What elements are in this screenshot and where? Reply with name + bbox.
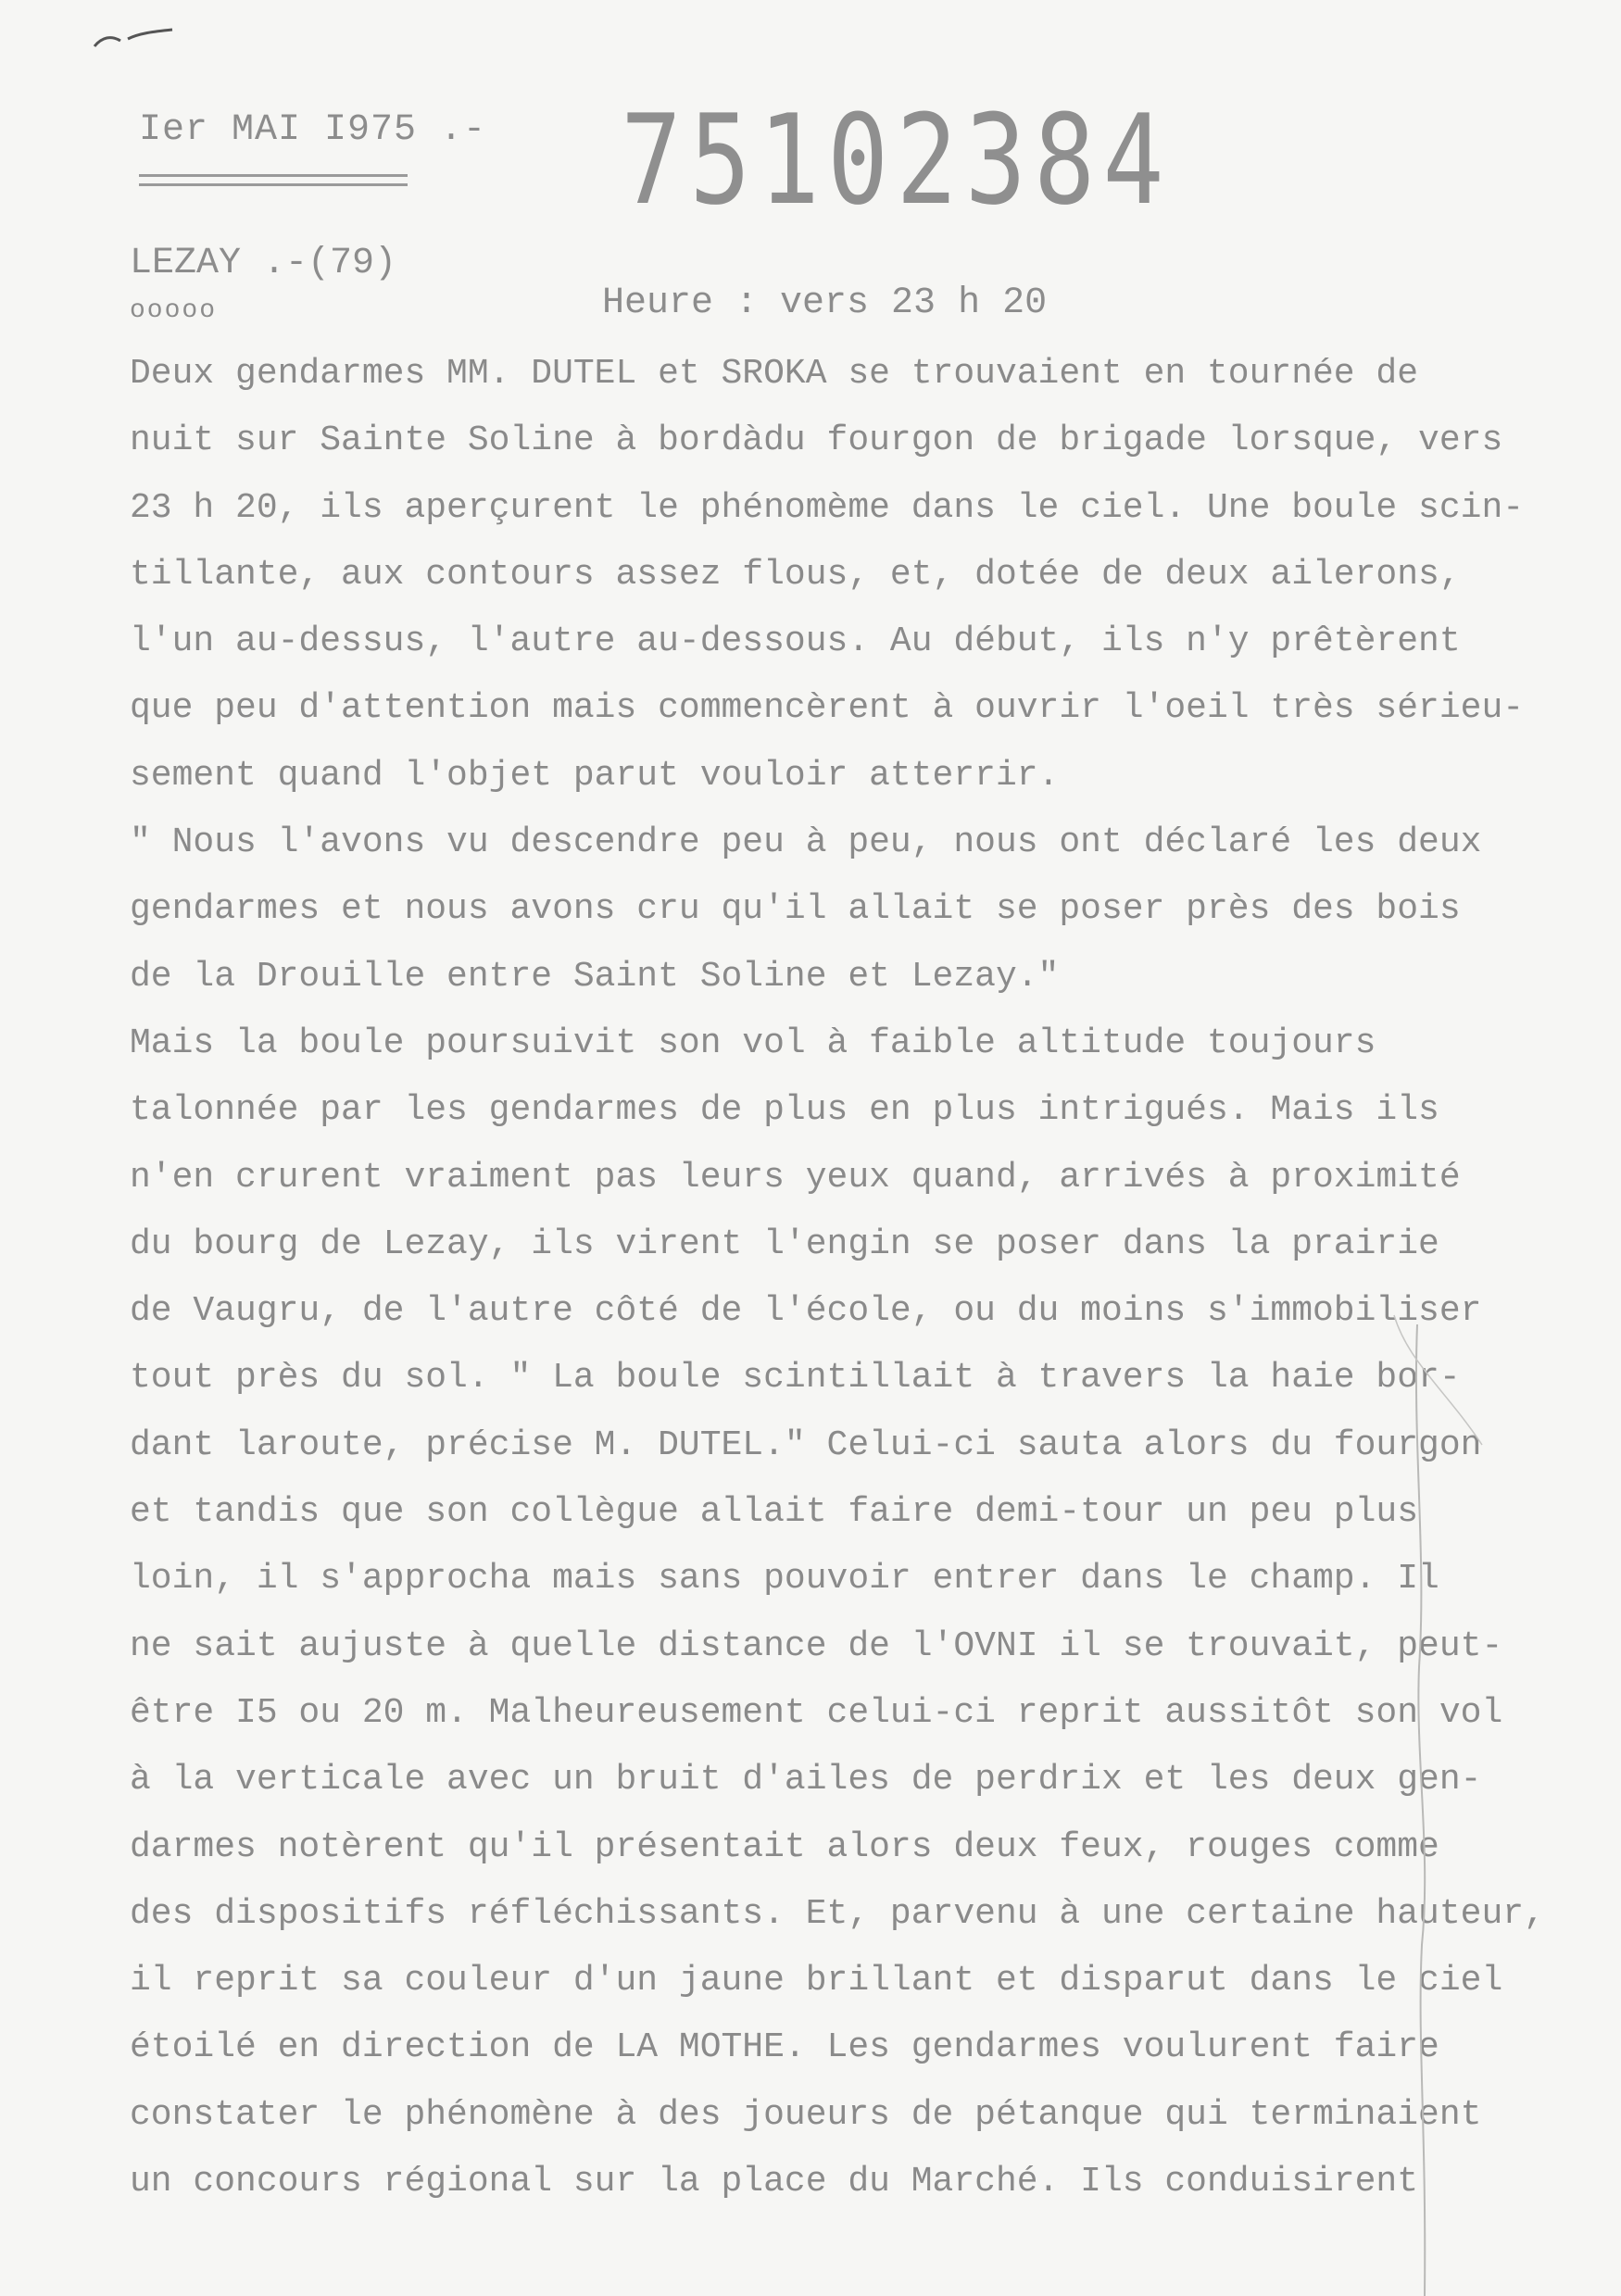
- body-line: du bourg de Lezay, ils virent l'engin se poser dans la prairie: [130, 1223, 1439, 1264]
- pen-mark: [93, 26, 176, 54]
- body-line: constater le phénomène à des joueurs de pétanque qui terminaient: [130, 2094, 1482, 2135]
- body-line: sement quand l'objet parut vouloir atterrir.: [130, 755, 1060, 796]
- body-line: dant laroute, précise M. DUTEL." Celui-ci sauta alors du fourgon: [130, 1424, 1482, 1465]
- body-line: à la verticale avec un bruit d'ailes de perdrix et les deux gen-: [130, 1760, 1482, 1800]
- body-line: l'un au-dessus, l'autre au-dessous. Au début, ils n'y prêtèrent: [130, 621, 1461, 662]
- body-line: loin, il s'approcha mais sans pouvoir entrer dans le champ. Il: [130, 1559, 1439, 1600]
- time-heading: Heure : vers 23 h 20: [602, 282, 1048, 324]
- body-line: 23 h 20, ils aperçurent le phénomème dans le ciel. Une boule scin-: [130, 487, 1525, 528]
- body-line: darmes notèrent qu'il présentait alors deux feux, rouges comme: [130, 1826, 1439, 1867]
- body-line: Deux gendarmes MM. DUTEL et SROKA se trouvaient en tournée de: [130, 354, 1419, 394]
- body-line: étoilé en direction de LA MOTHE. Les gendarmes voulurent faire: [130, 2027, 1439, 2068]
- body-text: [130, 341, 1575, 2215]
- body-line: tout près du sol. " La boule scintillait à travers la haie bor-: [130, 1358, 1461, 1399]
- body-line: des dispositifs réfléchissants. Et, parvenu à une certaine hauteur,: [130, 1893, 1545, 1934]
- body-line: gendarmes et nous avons cru qu'il allait se poser près des bois: [130, 889, 1461, 930]
- body-line: n'en crurent vraiment pas leurs yeux quand, arrivés à proximité: [130, 1157, 1461, 1198]
- body-line: un concours régional sur la place du Marché. Ils conduisirent: [130, 2162, 1419, 2202]
- document-date: Ier MAI I975 .-: [139, 109, 487, 151]
- date-underline: [139, 174, 408, 177]
- body-line: " Nous l'avons vu descendre peu à peu, nous ont déclaré les deux: [130, 822, 1482, 863]
- body-line: talonnée par les gendarmes de plus en plus intrigués. Mais ils: [130, 1090, 1439, 1131]
- body-line: il reprit sa couleur d'un jaune brillant et disparut dans le ciel: [130, 1961, 1503, 2001]
- body-line: de la Drouille entre Saint Soline et Lezay.": [130, 956, 1060, 997]
- place-heading: LEZAY .-(79): [130, 243, 397, 284]
- body-line: de Vaugru, de l'autre côté de l'école, ou du moins s'immobiliser: [130, 1291, 1482, 1332]
- place-underline: ooooo: [130, 296, 218, 325]
- reference-number-stamp: 75102384: [621, 88, 1172, 232]
- body-line: nuit sur Sainte Soline à bordàdu fourgon de brigade lorsque, vers: [130, 420, 1503, 461]
- body-line: et tandis que son collègue allait faire demi-tour un peu plus: [130, 1492, 1419, 1533]
- body-line: tillante, aux contours assez flous, et, dotée de deux ailerons,: [130, 554, 1461, 595]
- body-line: ne sait aujuste à quelle distance de l'OVNI il se trouvait, peut-: [130, 1625, 1503, 1666]
- body-line: Mais la boule poursuivit son vol à faible altitude toujours: [130, 1023, 1376, 1063]
- date-underline-second: [139, 183, 408, 186]
- body-line: que peu d'attention mais commencèrent à ouvrir l'oeil très sérieu-: [130, 688, 1525, 729]
- body-line: être I5 ou 20 m. Malheureusement celui-ci reprit aussitôt son vol: [130, 1692, 1503, 1733]
